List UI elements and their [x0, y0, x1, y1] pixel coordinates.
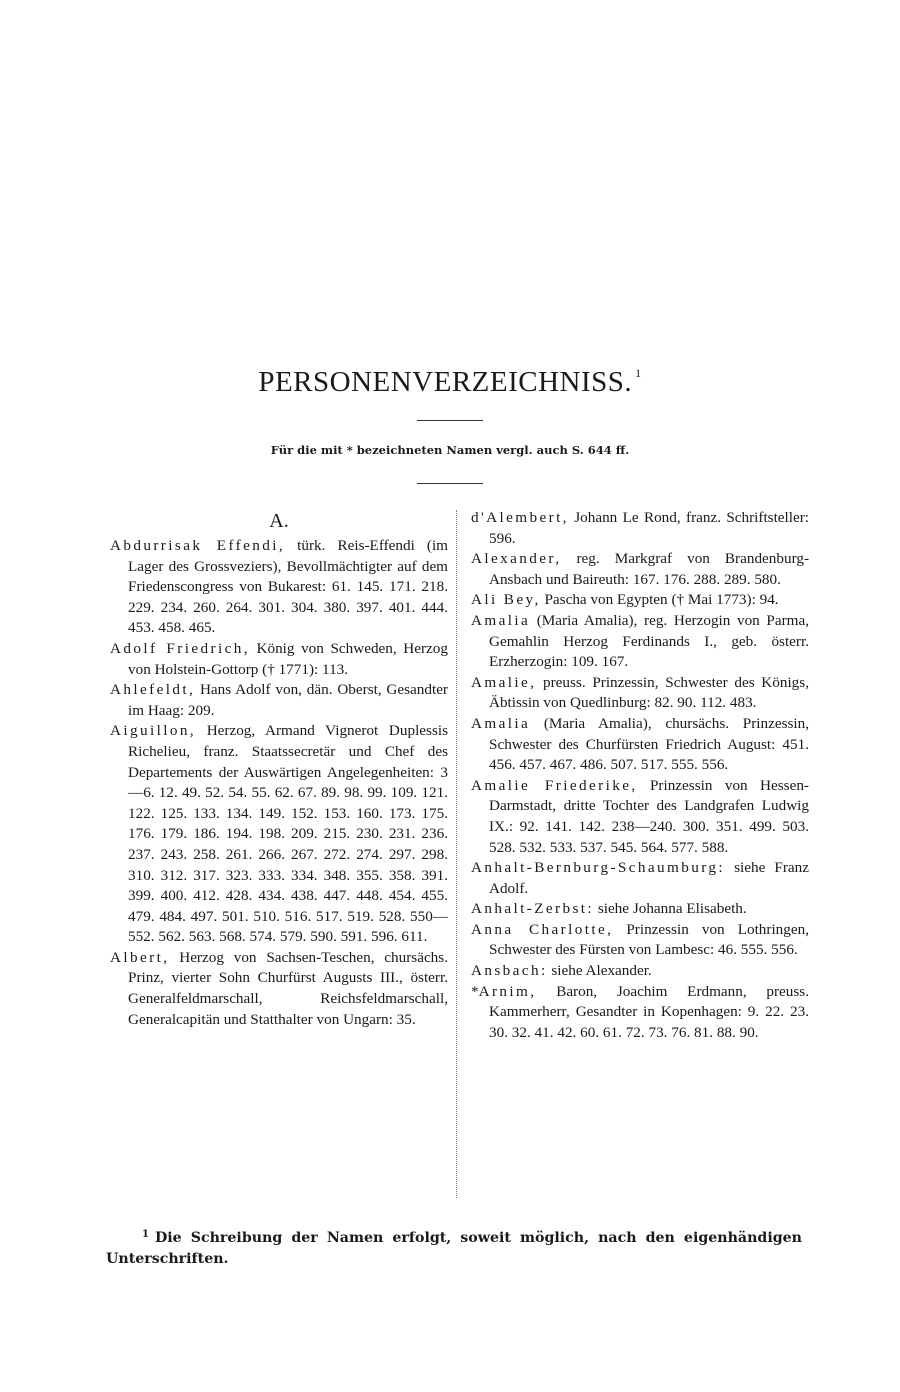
index-entry	[471, 611, 809, 673]
section-letter: A.	[269, 510, 289, 532]
entry-name: Aiguillon,	[110, 722, 197, 740]
entry-name: Ansbach:	[471, 962, 548, 980]
index-entry	[110, 536, 448, 639]
entry-text: Baron, Joachim Erdmann, preuss. Kammerherr, Gesandter in Kopenhagen: 9. 22. 23. 30. 32. 41. 42. 60. 61. 72. 73. 76. 81. 88. 90.	[489, 982, 809, 1041]
index-entry	[110, 639, 448, 680]
index-entry	[471, 920, 809, 961]
entry-text: Johann Le Rond, franz. Schriftsteller: 596.	[489, 509, 809, 547]
star-marker: *	[471, 982, 479, 1000]
entry-name: Adolf Friedrich,	[110, 639, 250, 657]
index-entry	[471, 508, 809, 549]
entry-text: siehe Franz Adolf.	[489, 859, 809, 897]
index-entry	[471, 673, 809, 714]
star-note: Für die mit * bezeichneten Namen vergl. auch S. 644 ff.	[270, 443, 630, 457]
entry-name: Ali Bey,	[471, 591, 541, 609]
entry-text: Pascha von Egypten († Mai 1773): 94.	[540, 591, 779, 609]
entry-name: Alexander,	[471, 550, 562, 568]
index-entry	[471, 858, 809, 899]
entry-text: Hans Adolf von, dän. Oberst, Gesandter im Haag: 209.	[128, 681, 448, 719]
entry-text: Prinzessin von Lothringen, Schwester des Fürsten von Lambesc: 46. 555. 556.	[489, 920, 809, 959]
left-entries	[110, 536, 448, 1030]
title-rule	[417, 420, 483, 421]
entry-name: Abdurrisak Effendi,	[110, 537, 286, 554]
page-title	[0, 366, 900, 399]
entry-name: Amalie,	[471, 673, 537, 691]
right-entries	[471, 508, 809, 1043]
left-column	[110, 508, 448, 1030]
entry-name: Amalie Friederike,	[471, 776, 638, 794]
entry-name: Amalia	[471, 714, 531, 732]
page-title-text: PERSONENVERZEICHNISS.	[258, 366, 633, 398]
index-entry	[110, 680, 448, 721]
index-entry	[110, 948, 448, 1030]
footnote-mark: 1	[142, 1229, 149, 1240]
entry-text: Herzog von Sachsen-Teschen, chursächs. Prinz, vierter Sohn Churfürst Augusts III., österr. Generalfeldmarschall, Reichsfeldmarschall, Generalcapitän und Statthalter von Ungarn: 35.	[128, 948, 448, 1028]
note-rule	[417, 483, 483, 484]
index-entry	[471, 899, 809, 920]
entry-text: reg. Markgraf von Brandenburg-Ansbach und Baireuth: 167. 176. 288. 289. 580.	[489, 550, 809, 588]
index-entry	[471, 714, 809, 776]
entry-name: Anna Charlotte,	[471, 920, 614, 938]
title-footnote-mark: 1	[635, 366, 642, 380]
footnote-text: Die Schreibung der Namen erfolgt, soweit möglich, nach den eigenhändigen Unterschriften.	[106, 1230, 802, 1267]
entry-name: Arnim,	[478, 982, 537, 1000]
entry-text: siehe Johanna Elisabeth.	[594, 900, 747, 918]
entry-name: Ahlefeldt,	[110, 681, 196, 699]
index-entry	[471, 776, 809, 858]
entry-text: König von Schweden, Herzog von Holstein-Gottorp († 1771): 113.	[128, 639, 448, 678]
entry-text: Prinzessin von Hessen-Darmstadt, dritte Tochter des Landgrafen Ludwig IX.: 92. 141. 142. 238—240. 300. 351. 499. 503. 528. 532. 533. 537. 545. 564. 577. 588.	[489, 776, 809, 856]
index-entry	[110, 721, 448, 948]
entry-name: Albert,	[110, 948, 170, 966]
entry-text: (Maria Amalia), chursächs. Prinzessin, Schwester des Churfürsten Friedrich August: 451. 456. 457. 467. 486. 507. 517. 555. 556.	[489, 714, 809, 774]
index-entry	[471, 590, 809, 611]
entry-text: türk. Reis-Effendi (im Lager des Grossveziers), Bevollmächtigter auf dem Friedenscongress von Bukarest: 61. 145. 171. 218. 229. 234. 260. 264. 301. 304. 380. 397. 401. 444. 453. 458. 465.	[128, 537, 448, 637]
column-divider	[456, 510, 457, 1198]
entry-name: Anhalt-Bernburg-Schaumburg:	[471, 859, 726, 877]
entry-text: Herzog, Armand Vignerot Duplessis Richelieu, franz. Staatssecretär und Chef des Departements der Auswärtigen Angelegenheiten: 3—6. 12. 49. 52. 54. 55. 62. 67. 89. 98. 99. 109. 121. 122. 125. 133. 134. 149. 152. 153. 160. 173. 175. 176. 179. 186. 194. 198. 209. 215. 230. 231. 236. 237. 243. 258. 261. 266. 267. 272. 274. 297. 298. 310. 312. 317. 323. 333. 334. 348. 355. 358. 391. 399. 400. 412. 428. 434. 438. 447. 448. 454. 455. 479. 484. 497. 501. 510. 516. 517. 519. 528. 550—552. 562. 563. 568. 574. 579. 590. 591. 596. 611.	[128, 722, 448, 946]
entry-text: siehe Alexander.	[547, 962, 652, 980]
entry-text: preuss. Prinzessin, Schwester des Königs, Äbtissin von Quedlinburg: 82. 90. 112. 483.	[489, 673, 809, 712]
right-column	[471, 508, 809, 1043]
entry-name: Anhalt-Zerbst:	[471, 900, 595, 918]
index-entry	[471, 961, 809, 982]
entry-name: Amalia	[471, 611, 531, 629]
footnote	[106, 1224, 802, 1270]
entry-name: d'Alembert,	[471, 509, 569, 526]
index-entry	[471, 549, 809, 590]
index-entry	[471, 982, 809, 1044]
entry-text: (Maria Amalia), reg. Herzogin von Parma, Gemahlin Herzog Ferdinands I., geb. österr. Erzherzogin: 109. 167.	[489, 611, 809, 671]
